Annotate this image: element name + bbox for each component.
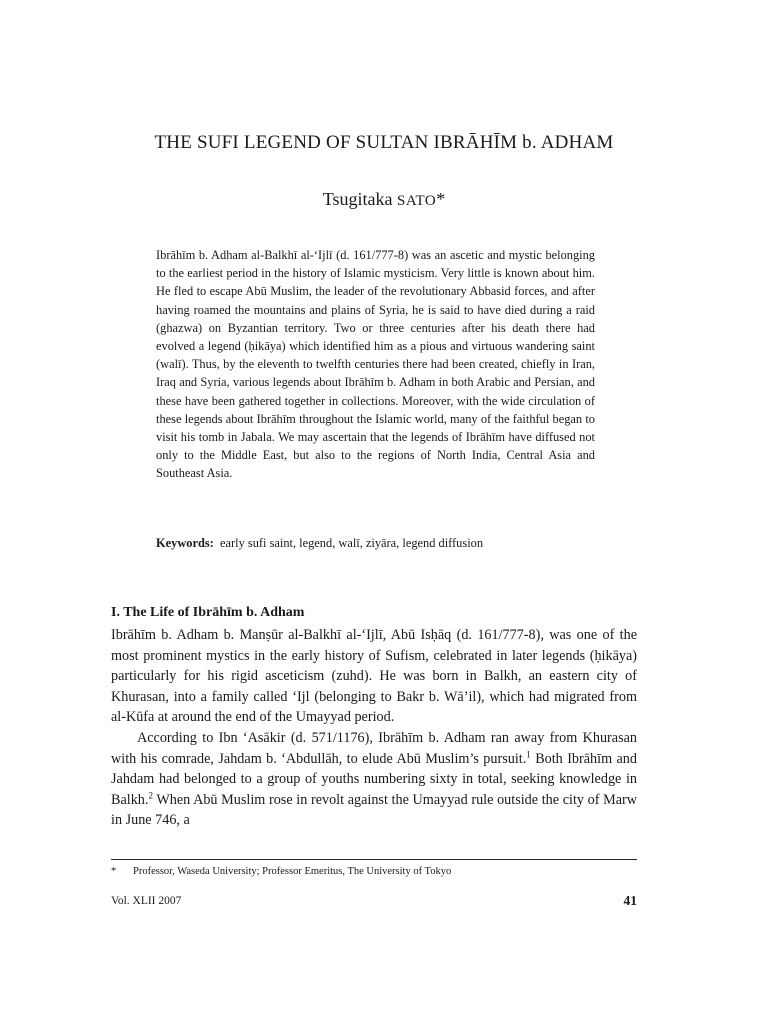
body-paragraph-2-part-b: Both Ibrāhīm and Jahdam had belonged to a group of youths numbering sixty in total, seeking knowledge in Balkh. [111,750,637,808]
author-first-name: Tsugitaka [322,189,397,209]
keywords-label: Keywords: [156,536,214,550]
section-heading: I. The Life of Ibrāhīm b. Adham [111,605,305,620]
abstract-text: Ibrāhīm b. Adham al-Balkhī al-‘Ijlī (d. 161/777-8) was an ascetic and mystic belonging to the earliest period in the history of Islamic mysticism. Very little is known about him. He fled to escape Abū Muslim, the leader of the revolutionary Abbasid forces, and after having roamed the mountains and plains of Syria, he is said to have died during a raid (ghazwa) on Byzantian territory. Two or three centuries after his death there had evolved a legend (ḥikāya) which identified him as a pious and virtuous wandering saint (walī). Thus, by the eleventh to twelfth centuries there had been created, chiefly in Iran, Iraq and Syria, various legends about Ibrāhīm b. Adham in both Arabic and Persian, and these have been gathered together in collections. Moreover, with the wide circulation of these legends about Ibrāhīm throughout the Islamic world, many of the faithful began to visit his tomb in Jabala. We may ascertain that the legends of Ibrāhīm have diffused not only to the Middle East, but also to the regions of North India, Central Asia and Southeast Asia. [156,248,595,481]
footnote-divider [111,859,637,860]
page-number: 41 [623,893,637,908]
footnote [111,866,451,877]
journal-volume: Vol. XLII 2007 [111,895,182,907]
body-paragraph-2-part-c: When Abū Muslim rose in revolt against the Umayyad rule outside the city of Marw in June 746, a [111,791,637,829]
body-paragraph-2-part-a: According to Ibn ‘Asākir (d. 571/1176), Ibrāhīm b. Adham ran away from Khurasan with his comrade, Jahdam b. ‘Abdullāh, to elude Abū Muslim’s pursuit. [111,729,637,767]
body-paragraph-1: Ibrāhīm b. Adham b. Manṣūr al-Balkhī al-‘Ijlī, Abū Isḥāq (d. 161/777-8), was one of the most prominent mystics in the early history of Sufism, celebrated in later legends (ḥikāya) particularly for his rigid asceticism (zuhd). He was born in Balkh, an eastern city of Khurasan, into a family called ‘Ijl (belonging to Bakr b. Wā’il), which had migrated from al-Kūfa at around the end of the Umayyad period. [111,627,637,726]
section-body [111,625,637,831]
footnote-ref-2[interactable]: 2 [148,790,153,801]
footnote-mark: * [111,866,117,877]
author-footnote-mark: * [436,189,446,209]
paper-title: THE SUFI LEGEND OF SULTAN IBRĀHĪM b. ADHAM [154,132,614,153]
keywords-line [156,534,616,552]
footnote-text: Professor, Waseda University; Professor Emeritus, The University of Tokyo [133,866,452,877]
author-last-name: SATO [396,193,437,209]
footnote-ref-1[interactable]: 1 [526,748,531,759]
author-line [0,189,768,210]
body-paragraph-2 [111,728,637,831]
keywords-text: early sufi saint, legend, walī, ziyāra, legend diffusion [220,536,484,550]
abstract [156,246,595,483]
